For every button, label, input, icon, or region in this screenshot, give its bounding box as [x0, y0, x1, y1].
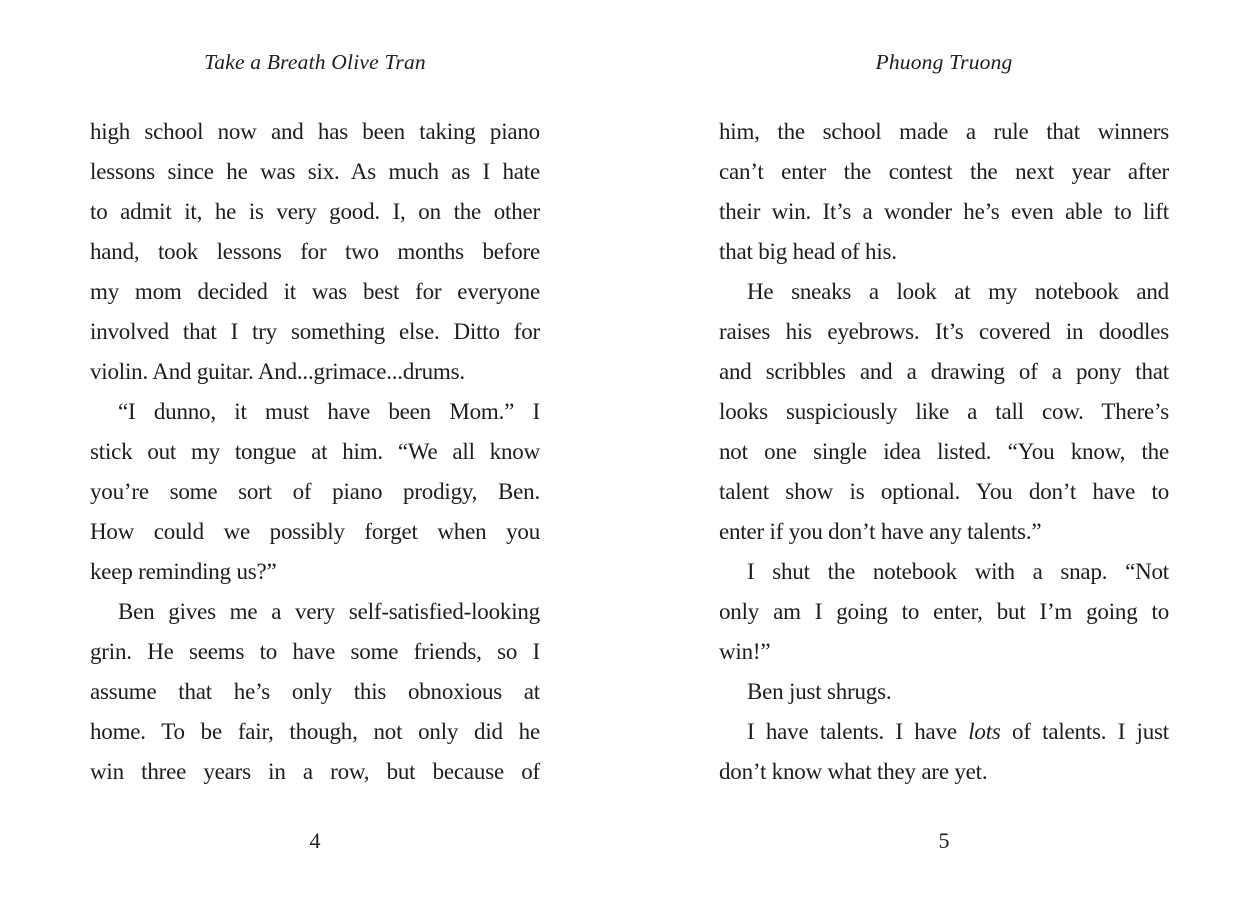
text-run: don’t know what they are yet.	[719, 759, 988, 784]
text-line	[90, 672, 540, 712]
text-line	[90, 472, 540, 512]
text-run: “I dunno, it must have been Mom.” I	[118, 399, 540, 424]
text-run: win!”	[719, 639, 771, 664]
text-line	[719, 112, 1169, 152]
text-run: I have talents. I have	[747, 719, 969, 744]
text-line	[719, 592, 1169, 632]
text-line	[719, 472, 1169, 512]
text-line	[90, 232, 540, 272]
text-run: talent show is optional. You don’t have to	[719, 479, 1169, 504]
text-line	[90, 752, 540, 792]
text-line	[90, 352, 540, 392]
text-line	[719, 752, 1169, 792]
text-run: not one single idea listed. “You know, the	[719, 439, 1169, 464]
text-line	[90, 512, 540, 552]
text-run: violin. And guitar. And...grimace...drums.	[90, 359, 465, 384]
text-run: my mom decided it was best for everyone	[90, 279, 540, 304]
text-line	[719, 232, 1169, 272]
text-line	[719, 552, 1169, 592]
running-header-right: Phuong Truong	[875, 50, 1013, 74]
text-run: him, the school made a rule that winners	[719, 119, 1169, 144]
text-line	[90, 392, 540, 432]
text-run: enter if you don’t have any talents.”	[719, 519, 1042, 544]
page-number-left: 4	[309, 828, 321, 853]
text-run: and scribbles and a drawing of a pony that	[719, 359, 1169, 384]
text-run: I shut the notebook with a snap. “Not	[747, 559, 1169, 584]
text-run: home. To be fair, though, not only did he	[90, 719, 540, 744]
text-line	[719, 272, 1169, 312]
text-line	[90, 152, 540, 192]
text-line	[719, 312, 1169, 352]
text-line	[719, 712, 1169, 752]
text-line	[719, 152, 1169, 192]
page-body-right	[719, 112, 1169, 792]
text-run: only am I going to enter, but I’m going to	[719, 599, 1169, 624]
text-run: stick out my tongue at him. “We all know	[90, 439, 540, 464]
text-run: hand, took lessons for two months before	[90, 239, 540, 264]
text-run: Ben gives me a very self-satisfied-looking	[118, 599, 540, 624]
text-run: their win. It’s a wonder he’s even able to lift	[719, 199, 1169, 224]
text-line	[719, 632, 1169, 672]
italic-text: lots	[968, 719, 1001, 744]
text-run: looks suspiciously like a tall cow. There’s	[719, 399, 1169, 424]
text-run: raises his eyebrows. It’s covered in doodles	[719, 319, 1169, 344]
text-line	[719, 392, 1169, 432]
text-line	[90, 192, 540, 232]
text-run: He sneaks a look at my notebook and	[747, 279, 1169, 304]
text-line	[90, 312, 540, 352]
page-number-right: 5	[938, 828, 950, 853]
text-run: involved that I try something else. Ditto for	[90, 319, 540, 344]
text-line	[719, 192, 1169, 232]
text-run: to admit it, he is very good. I, on the other	[90, 199, 540, 224]
text-line	[719, 512, 1169, 552]
text-line	[90, 432, 540, 472]
running-header-left: Take a Breath Olive Tran	[204, 50, 426, 74]
page-body-left	[90, 112, 540, 792]
text-run: high school now and has been taking piano	[90, 119, 540, 144]
text-run: grin. He seems to have some friends, so I	[90, 639, 540, 664]
page-right	[719, 0, 1169, 900]
text-line	[90, 592, 540, 632]
text-line	[90, 712, 540, 752]
text-run: you’re some sort of piano prodigy, Ben.	[90, 479, 540, 504]
text-line	[719, 672, 1169, 712]
text-line	[719, 352, 1169, 392]
text-line	[719, 432, 1169, 472]
text-run: that big head of his.	[719, 239, 897, 264]
text-line	[90, 272, 540, 312]
text-line	[90, 632, 540, 672]
text-line	[90, 112, 540, 152]
text-run: keep reminding us?”	[90, 559, 277, 584]
text-run: assume that he’s only this obnoxious at	[90, 679, 540, 704]
text-run: Ben just shrugs.	[747, 679, 892, 704]
text-run: How could we possibly forget when you	[90, 519, 540, 544]
text-line	[90, 552, 540, 592]
text-run: can’t enter the contest the next year after	[719, 159, 1169, 184]
text-run: win three years in a row, but because of	[90, 759, 540, 784]
text-run: lessons since he was six. As much as I hate	[90, 159, 540, 184]
text-run: of talents. I just	[1000, 719, 1169, 744]
page-left	[90, 0, 540, 900]
